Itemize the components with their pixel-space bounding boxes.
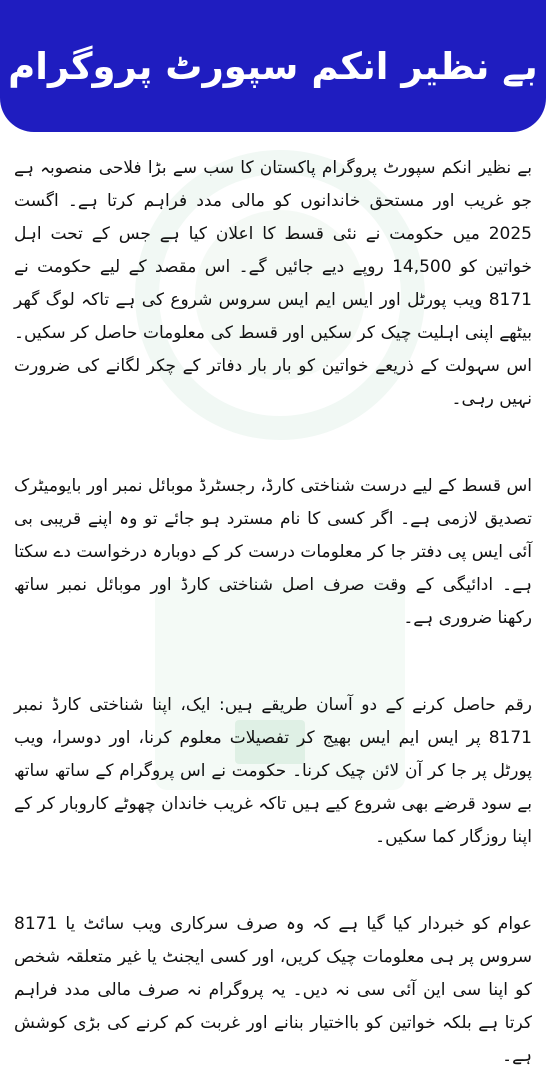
page-title: بے نظیر انکم سپورٹ پروگرام bbox=[8, 44, 538, 88]
header-banner bbox=[0, 0, 546, 132]
article-paragraph-2: اس قسط کے لیے درست شناختی کارڈ، رجسٹرڈ موبائل نمبر اور بایومیٹرک تصدیق لازمی ہے۔ اگر کسی کا نام مسترد ہو جائے تو وہ اپنے قریبی بی آئی ایس پی دفتر جا کر معلومات درست کر کے دوبارہ درخواست دے سکتا ہے۔ ادائیگی کے وقت صرف اصل شناختی کارڈ اور موبائل نمبر ساتھ رکھنا ضروری ہے۔ bbox=[14, 476, 532, 628]
article-body bbox=[14, 152, 532, 1073]
article-paragraph-1: بے نظیر انکم سپورٹ پروگرام پاکستان کا سب سے بڑا فلاحی منصوبہ ہے جو غریب اور مستحق خاندانوں کو مالی مدد فراہم کرتا ہے۔ اگست 2025 میں حکومت نے نئی قسط کا اعلان کیا ہے جس کے تحت اہل خواتین کو 14,500 روپے دیے جائیں گے۔ اس مقصد کے لیے حکومت نے 8171 ویب پورٹل اور ایس ایم ایس سروس شروع کی ہے تاکہ لوگ گھر بیٹھے اپنی اہلیت چیک کر سکیں اور قسط کی معلومات حاصل کر سکیں۔ اس سہولت کے ذریعے خواتین کو بار بار دفاتر کے چکر لگانے کی ضرورت نہیں رہی۔ bbox=[14, 158, 533, 409]
article-paragraph-4: عوام کو خبردار کیا گیا ہے کہ وہ صرف سرکاری ویب سائٹ یا 8171 سروس پر ہی معلومات چیک کریں، اور کسی ایجنٹ یا غیر متعلقہ شخص کو اپنا سی این آئی سی نہ دیں۔ یہ پروگرام نہ صرف مالی مدد فراہم کرتا ہے بلکہ خواتین کو بااختیار بنانے اور غربت کم کرنے کی بڑی کوشش ہے۔ bbox=[14, 914, 532, 1066]
article-paragraph-3: رقم حاصل کرنے کے دو آسان طریقے ہیں: ایک، اپنا شناختی کارڈ نمبر 8171 پر ایس ایم ایس بھیج کر تفصیلات معلوم کرنا، اور دوسرا، ویب پورٹل پر جا کر آن لائن چیک کرنا۔ حکومت نے اس پروگرام کے ساتھ ساتھ بے سود قرضے بھی شروع کیے ہیں تاکہ غریب خاندان چھوٹے کاروبار کر کے اپنا روزگار کما سکیں۔ bbox=[14, 695, 532, 847]
